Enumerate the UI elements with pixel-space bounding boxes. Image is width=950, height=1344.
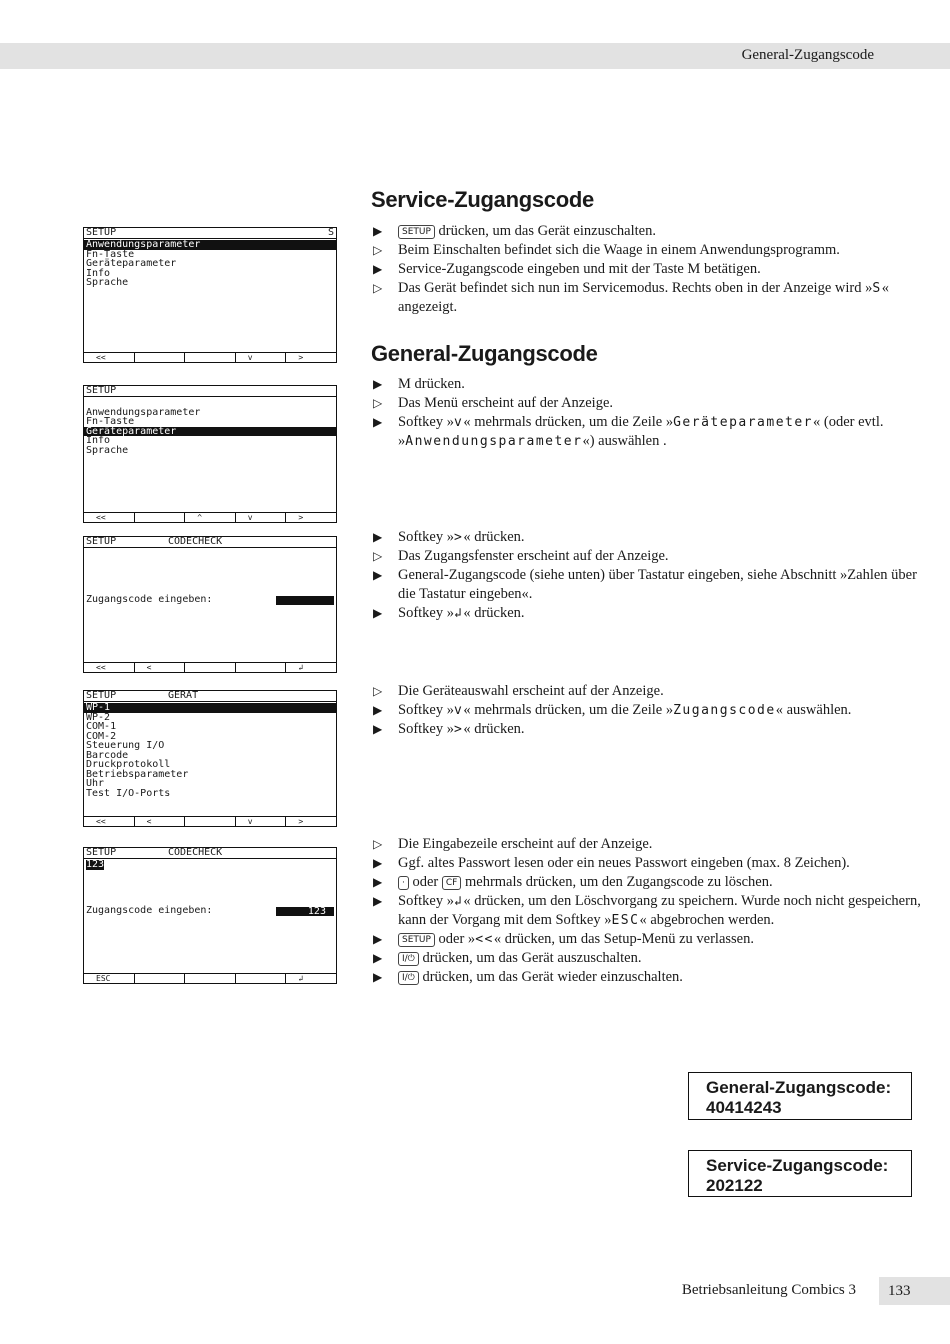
step-item	[371, 394, 931, 413]
step-item	[371, 260, 931, 279]
result-arrow-icon: ▷	[373, 396, 383, 410]
step-text: M drücken.	[398, 376, 465, 392]
steps-general-menu	[371, 375, 931, 451]
lcd-softkey-bar	[84, 816, 336, 826]
lcd-body	[84, 702, 336, 799]
lcd-menu-item-selected: WP-1	[84, 703, 336, 713]
lcd-softkey: >	[298, 353, 304, 362]
lcd-menu-item: Fn-Taste	[86, 416, 135, 427]
lcd-menu-item: Barcode	[86, 749, 129, 761]
general-code-label: General-Zugangscode:	[706, 1078, 892, 1097]
step-text: Softkey »	[398, 605, 454, 621]
step-item	[371, 892, 931, 930]
lcd-prompt: Zugangscode eingeben:	[86, 594, 213, 605]
step-text: Die Geräteauswahl erscheint auf der Anzeige.	[398, 683, 664, 699]
lcd-subtitle: CODECHECK	[168, 536, 223, 547]
key-symbol: SETUP	[398, 933, 435, 947]
step-text: Service-Zugangscode eingeben und mit der Taste M betätigen.	[398, 261, 761, 277]
lcd-softkey	[236, 974, 287, 983]
step-text: « drücken.	[463, 529, 525, 545]
step-text: « drücken.	[463, 605, 525, 621]
action-arrow-icon: ▶	[373, 703, 383, 717]
step-item	[371, 547, 931, 566]
action-arrow-icon: ▶	[373, 530, 383, 544]
action-arrow-icon: ▶	[373, 970, 383, 984]
lcd-title: SETUP	[86, 536, 117, 547]
action-arrow-icon: ▶	[373, 932, 383, 946]
step-item	[371, 604, 931, 623]
action-arrow-icon: ▶	[373, 415, 383, 429]
step-item	[371, 222, 931, 241]
lcd-softkey: ↲	[298, 663, 304, 672]
lcd-code-field	[276, 596, 334, 605]
step-item	[371, 930, 931, 949]
step-text: « mehrmals drücken, um die Zeile »	[463, 414, 674, 430]
step-text: oder	[408, 874, 442, 890]
service-code-value: 202122	[706, 1176, 763, 1195]
step-text: oder »	[434, 931, 476, 947]
lcd-softkey: <<	[84, 513, 135, 522]
result-arrow-icon: ▷	[373, 243, 383, 257]
step-text: « abgebrochen werden.	[639, 912, 775, 928]
lcd-softkey: <<	[84, 817, 135, 826]
lcd-softkey-bar	[84, 352, 336, 362]
lcd-softkey-bar	[84, 512, 336, 522]
step-item	[371, 413, 931, 451]
action-arrow-icon: ▶	[373, 606, 383, 620]
key-symbol: I/⏻	[398, 971, 419, 985]
lcd-menu-item: Test I/O-Ports	[86, 787, 171, 799]
steps-general-device	[371, 682, 931, 739]
lcd-menu-item: COM-2	[86, 730, 117, 742]
lcd-menu-item: Geräteparameter	[86, 258, 177, 269]
lcd-softkey: <<	[84, 353, 135, 362]
display-text: ESC	[611, 913, 640, 928]
lcd-screen-device	[83, 690, 337, 827]
lcd-softkey	[135, 513, 186, 522]
step-text: Das Menü erscheint auf der Anzeige.	[398, 395, 614, 411]
running-header: General-Zugangscode	[741, 47, 874, 63]
page-number: 133	[879, 1277, 950, 1305]
step-item	[371, 949, 931, 968]
section-title-general: General-Zugangscode	[371, 341, 598, 366]
step-text: « drücken, um den Löschvorgang zu speichern. Wurde noch nicht gespeichern, kann der Vorgang mit dem Softkey »	[398, 893, 921, 928]
result-arrow-icon: ▷	[373, 281, 383, 295]
step-item	[371, 835, 931, 854]
lcd-menu-item-selected: Geräteparameter	[84, 427, 336, 437]
lcd-softkey: <	[135, 663, 186, 672]
action-arrow-icon: ▶	[373, 224, 383, 238]
action-arrow-icon: ▶	[373, 722, 383, 736]
lcd-body	[84, 859, 336, 871]
step-text: drücken, um das Gerät wieder einzuschalten.	[418, 969, 683, 985]
step-text: drücken, um das Gerät auszuschalten.	[418, 950, 642, 966]
general-code-value: 40414243	[706, 1098, 782, 1117]
step-text: Beim Einschalten befindet sich die Waage in einem Anwendungsprogramm.	[398, 242, 840, 258]
lcd-body	[84, 548, 336, 550]
step-text: « auswählen.	[775, 702, 852, 718]
lcd-title-bar	[84, 228, 336, 239]
lcd-softkey: ↲	[298, 974, 304, 983]
lcd-code-field: 123_	[276, 907, 334, 916]
display-text: ↲	[453, 606, 464, 621]
step-text: Softkey »	[398, 893, 454, 909]
action-arrow-icon: ▶	[373, 875, 383, 889]
step-text: drücken, um das Gerät einzuschalten.	[434, 223, 656, 239]
steps-service	[371, 222, 931, 317]
lcd-title-bar	[84, 848, 336, 859]
step-text: Softkey »	[398, 702, 454, 718]
step-item	[371, 968, 931, 987]
lcd-menu-item: Fn-Taste	[86, 248, 135, 260]
step-item	[371, 375, 931, 394]
lcd-softkey: v	[236, 353, 287, 362]
lcd-screen-codecheck-entry	[83, 847, 337, 984]
lcd-menu-item: COM-1	[86, 721, 117, 732]
step-text: « drücken, um das Setup-Menü zu verlassen.	[493, 931, 754, 947]
step-text: Das Gerät befindet sich nun im Servicemodus. Rechts oben in der Anzeige wird »	[398, 280, 873, 296]
lcd-softkey	[135, 974, 186, 983]
lcd-title-bar	[84, 691, 336, 702]
lcd-menu-item: Druckprotokoll	[86, 759, 171, 770]
lcd-screen-setup-service	[83, 227, 337, 363]
key-symbol: I/⏻	[398, 952, 419, 966]
action-arrow-icon: ▶	[373, 262, 383, 276]
step-text: « angezeigt.	[398, 280, 889, 315]
service-code-box	[688, 1150, 912, 1197]
service-code-label: Service-Zugangscode:	[706, 1156, 889, 1175]
step-text: Das Zugangsfenster erscheint auf der Anzeige.	[398, 548, 669, 564]
action-arrow-icon: ▶	[373, 894, 383, 908]
step-text: Die Eingabezeile erscheint auf der Anzeige.	[398, 836, 653, 852]
step-item	[371, 720, 931, 739]
action-arrow-icon: ▶	[373, 377, 383, 391]
lcd-title: SETUP	[86, 690, 117, 701]
lcd-menu-item: Anwendungsparameter	[86, 406, 201, 418]
step-item	[371, 566, 931, 604]
display-text: <<	[475, 932, 494, 947]
lcd-screen-setup-menu	[83, 385, 337, 523]
lcd-body	[84, 239, 336, 289]
lcd-title: SETUP	[86, 385, 117, 396]
result-arrow-icon: ▷	[373, 837, 383, 851]
step-text: « mehrmals drücken, um die Zeile »	[463, 702, 674, 718]
lcd-title: SETUP	[86, 847, 117, 858]
result-arrow-icon: ▷	[373, 549, 383, 563]
lcd-softkey: ^	[185, 513, 236, 522]
lcd-body	[84, 397, 336, 456]
lcd-softkey-bar	[84, 973, 336, 983]
lcd-prompt: Zugangscode eingeben:	[86, 905, 213, 916]
lcd-softkey	[185, 974, 236, 983]
display-text: ↲	[453, 894, 464, 909]
lcd-menu-item-selected: Anwendungsparameter	[84, 240, 336, 250]
step-text: «) auswählen .	[582, 433, 667, 449]
lcd-softkey: >	[298, 817, 304, 826]
step-item	[371, 854, 931, 873]
step-text: Softkey »	[398, 721, 454, 737]
display-text: v	[453, 703, 464, 718]
key-symbol: SETUP	[398, 225, 435, 239]
lcd-title: SETUP	[86, 227, 117, 238]
step-text: General-Zugangscode (siehe unten) über Tastatur eingeben, siehe Abschnitt »Zahlen über die Tastatur eingeben«.	[398, 567, 917, 602]
display-text: Zugangscode	[673, 703, 776, 718]
lcd-entry-line: 123	[86, 859, 105, 870]
lcd-menu-item: WP-2	[86, 711, 111, 723]
lcd-menu-item: Info	[86, 435, 111, 446]
key-symbol: ·	[398, 876, 409, 890]
step-item	[371, 528, 931, 547]
step-item	[371, 873, 931, 892]
lcd-softkey	[185, 663, 236, 672]
lcd-softkey: v	[236, 817, 287, 826]
display-text: v	[453, 415, 464, 430]
lcd-title-bar	[84, 386, 336, 397]
display-text: S	[872, 281, 882, 296]
step-item	[371, 701, 931, 720]
lcd-softkey: v	[236, 513, 287, 522]
action-arrow-icon: ▶	[373, 951, 383, 965]
display-text: Anwendungsparameter	[405, 434, 583, 449]
result-arrow-icon: ▷	[373, 684, 383, 698]
display-text: >	[453, 530, 464, 545]
general-code-box	[688, 1072, 912, 1120]
header-bar	[0, 43, 950, 69]
lcd-screen-codecheck	[83, 536, 337, 673]
key-symbol: CF	[442, 876, 461, 890]
step-text: Ggf. altes Passwort lesen oder ein neues Passwort eingeben (max. 8 Zeichen).	[398, 855, 850, 871]
lcd-softkey	[236, 663, 287, 672]
footer-manual-title: Betriebsanleitung Combics 3	[681, 1282, 856, 1298]
lcd-menu-item: Uhr	[86, 778, 105, 789]
action-arrow-icon: ▶	[373, 568, 383, 582]
lcd-softkey: >	[298, 513, 304, 522]
step-item	[371, 279, 931, 317]
lcd-softkey	[185, 817, 236, 826]
lcd-mode-indicator: S	[327, 227, 334, 238]
step-text: « drücken.	[463, 721, 525, 737]
lcd-softkey	[185, 353, 236, 362]
step-text: mehrmals drücken, um den Zugangscode zu löschen.	[461, 874, 773, 890]
steps-general-code-entry	[371, 528, 931, 623]
lcd-softkey: <<	[84, 663, 135, 672]
step-text: Softkey »	[398, 414, 454, 430]
action-arrow-icon: ▶	[373, 856, 383, 870]
lcd-title-bar	[84, 537, 336, 548]
lcd-subtitle: CODECHECK	[168, 847, 223, 858]
lcd-menu-item: Steuerung I/O	[86, 740, 165, 751]
lcd-subtitle: GERÄT	[168, 690, 199, 701]
step-item	[371, 682, 931, 701]
lcd-softkey: <	[135, 817, 186, 826]
lcd-softkey	[135, 353, 186, 362]
lcd-softkey: ESC	[84, 974, 135, 983]
step-text: « (oder evtl. »	[398, 414, 884, 449]
lcd-menu-item: Betriebsparameter	[86, 768, 189, 780]
lcd-softkey-bar	[84, 662, 336, 672]
display-text: Geräteparameter	[673, 415, 814, 430]
step-text: Softkey »	[398, 529, 454, 545]
section-title-service: Service-Zugangscode	[371, 187, 594, 212]
lcd-menu-item: Sprache	[86, 444, 129, 456]
steps-general-edit	[371, 835, 931, 987]
display-text: >	[453, 722, 464, 737]
lcd-menu-item: Sprache	[86, 277, 129, 288]
lcd-menu-item: Info	[86, 267, 111, 279]
step-item	[371, 241, 931, 260]
